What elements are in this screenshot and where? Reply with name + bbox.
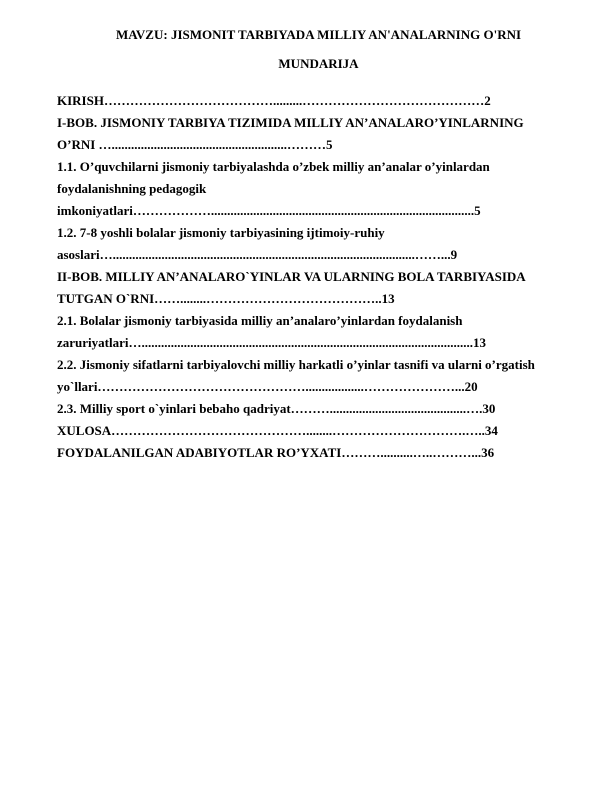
toc-entry-kirish: KIRISH………………………………….........……………………………………2	[57, 93, 491, 108]
toc-entry-1-1-line-2: foydalanishning pedagogik	[57, 181, 207, 196]
toc-entry-chapter-2-line-1: II-BOB. MILLIY AN’ANALARO`YINLAR VA ULARNING BOLA TARBIYASIDA	[57, 269, 526, 284]
toc-entry-bibliography: FOYDALANILGAN ADABIYOTLAR RO’YXATI………..........…..………...36	[57, 445, 495, 460]
toc-entry-1-2-line-2: asoslari….............................................................................................……...9	[57, 247, 458, 262]
table-of-contents	[57, 90, 587, 464]
toc-entry-chapter-1-line-1: I-BOB. JISMONIY TARBIYA TIZIMIDA MILLIY AN’ANALARO’YINLARNING	[57, 115, 524, 130]
toc-entry-1-1-line-1: 1.1. O’quvchilarni jismoniy tarbiyalashda o’zbek milliy an’analar o’yinlardan	[57, 159, 490, 174]
toc-entry-2-3: 2.3. Milliy sport o`yinlari bebaho qadriyat………..........................................….30	[57, 401, 496, 416]
toc-entry-1-1-line-3: imkoniyatlari……………….................................................................................5	[57, 203, 481, 218]
toc-heading: MUNDARIJA	[278, 56, 359, 71]
toc-entry-1-2-line-1: 1.2. 7-8 yoshli bolalar jismoniy tarbiyasining ijtimoiy-ruhiy	[57, 225, 385, 240]
toc-entry-2-2-line-1: 2.2. Jismoniy sifatlarni tarbiyalovchi milliy harkatli o’yinlar tasnifi va ularni o’rgatish	[57, 357, 535, 372]
document-title: MAVZU: JISMONIT TARBIYADA MILLIY AN'ANALARNING O'RNI	[115, 27, 522, 42]
toc-entry-2-2-line-2: yo`llari…………………………………………..................…………………...20	[57, 379, 478, 394]
toc-entry-xulosa: XULOSA………………………………………........………………………….…..34	[57, 423, 498, 438]
toc-entry-chapter-2-line-2: TUTGAN O`RNI……........…………………………………..13	[57, 291, 395, 306]
toc-entry-2-1-line-1: 2.1. Bolalar jismoniy tarbiyasida milliy an’analaro’yinlardan foydalanish	[57, 313, 463, 328]
toc-entry-2-1-line-2: zaruriyatlari…......................................................................................................13	[57, 335, 486, 350]
toc-entry-chapter-1-line-2: O’RNI …......................................................………5	[57, 137, 333, 152]
